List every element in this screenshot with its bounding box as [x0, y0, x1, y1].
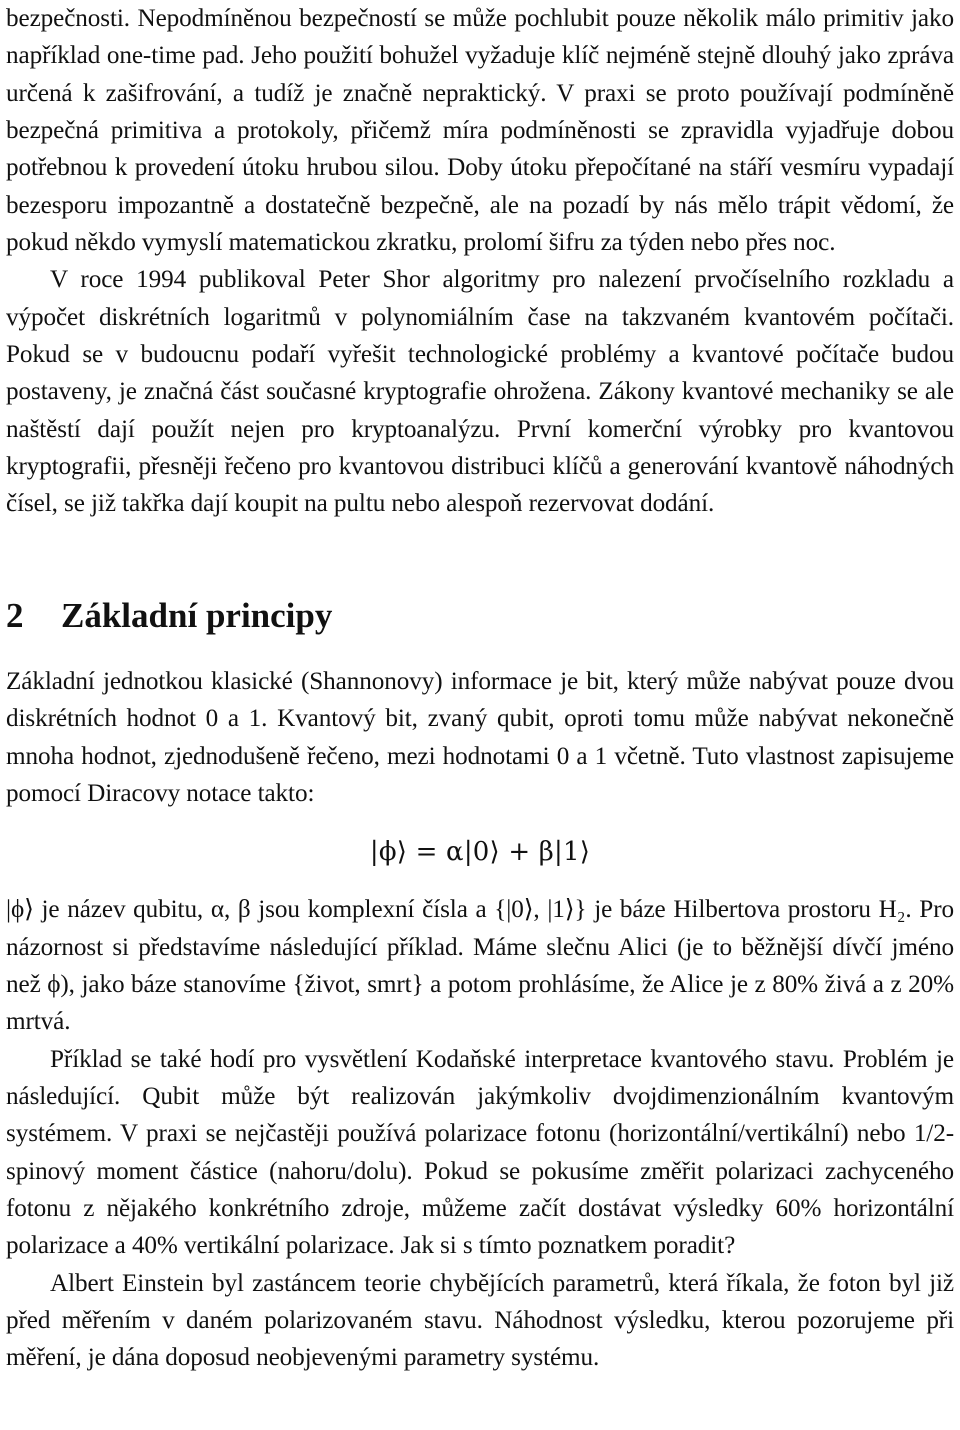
section-number: 2	[6, 595, 24, 635]
dirac-equation	[6, 818, 954, 886]
equation-text: |ϕ⟩ = α|0⟩ + β|1⟩	[369, 837, 591, 868]
paragraph-qubit-example: |ϕ⟩ je název qubitu, α, β jsou komplexní čísla a {|0⟩, |1⟩} je báze Hilbertova prostoru H₂. Pro názornost si představíme následující příklad. Máme slečnu Alici (je to běžnější dívčí jméno než ϕ), jako báze stanovíme {život, smrt} a potom prohlásíme, že Alice je z 80% živá a z 20% mrtvá.	[6, 896, 954, 1036]
paragraph-copenhagen-interpretation: Příklad se také hodí pro vysvětlení Kodaňské interpretace kvantového stavu. Problém je následující. Qubit může být realizován jakýmkoliv dvojdimenzionálním kvantovým systémem. V praxi se nejčastěji používá polarizace fotonu (horizontální/vertikální) nebo 1/2-spinový moment částice (nahoru/dolu). Pokud se pokusíme změřit polarizaci zachyceného fotonu z nějakého konkrétního zdroje, můžeme začít dostávat výsledky 60% horizontální polarizace a 40% vertikální polarizace. Jak si s tímto poznatkem poradit?	[6, 1045, 954, 1260]
paragraph-einstein-hidden-parameters: Albert Einstein byl zastáncem teorie chybějících parametrů, která říkala, že foton byl již před měřením v daném polarizovaném stavu. Náhodnost výsledku, kterou pozorujeme při měření, je dána doposud neobjevenými parametry systému.	[6, 1269, 954, 1372]
paragraph-qubit-definition: Základní jednotkou klasické (Shannonovy) informace je bit, který může nabývat pouze dvou diskrétních hodnot 0 a 1. Kvantový bit, zvaný qubit, oproti tomu může nabývat nekonečně mnoha hodnot, zjednodušeně řečeno, mezi hodnotami 0 a 1 včetně. Tuto vlastnost zapisujeme pomocí Diracovy notace takto:	[6, 667, 954, 807]
document-page	[6, 0, 954, 1377]
paragraph-security-intro: bezpečnosti. Nepodmíněnou bezpečností se může pochlubit pouze několik málo primitiv jako například one-time pad. Jeho použití bohužel vyžaduje klíč nejméně stejně dlouhý jako zpráva určená k zašifrování, a tudíž je značně nepraktický. V praxi se proto používají podmíněně bezpečná primitiva a protokoly, přičemž míra podmíněnosti se zpravidla vyjadřuje dobou potřebnou k provedení útoku hrubou silou. Doby útoku přepočítané na stáří vesmíru vypadají bezesporu impozantně a dostatečně bezpečně, ale na pozadí by nás mělo trápit vědomí, že pokud někdo vymyslí matematickou zkratku, prolomí šifru za týden nebo přes noc.	[6, 5, 954, 257]
section-heading	[6, 594, 954, 638]
paragraph-shor-algorithm: V roce 1994 publikoval Peter Shor algoritmy pro nalezení prvočíselního rozkladu a výpočet diskrétních logaritmů v polynomiálním čase na takzvaném kvantovém počítači. Pokud se v budoucnu podaří vyřešit technologické problémy a kvantové počítače budou postaveny, je značná část současné kryptografie ohrožena. Zákony kvantové mechaniky se ale naštěstí dají použít nejen pro kryptoanalýzu. První komerční výrobky pro kvantovou kryptografii, přesněji řečeno pro kvantovou distribuci klíčů a generování kvantově náhodných čísel, se již takřka dají koupit na pultu nebo alespoň rezervovat dodání.	[6, 266, 954, 518]
section-title: Základní principy	[61, 595, 333, 635]
